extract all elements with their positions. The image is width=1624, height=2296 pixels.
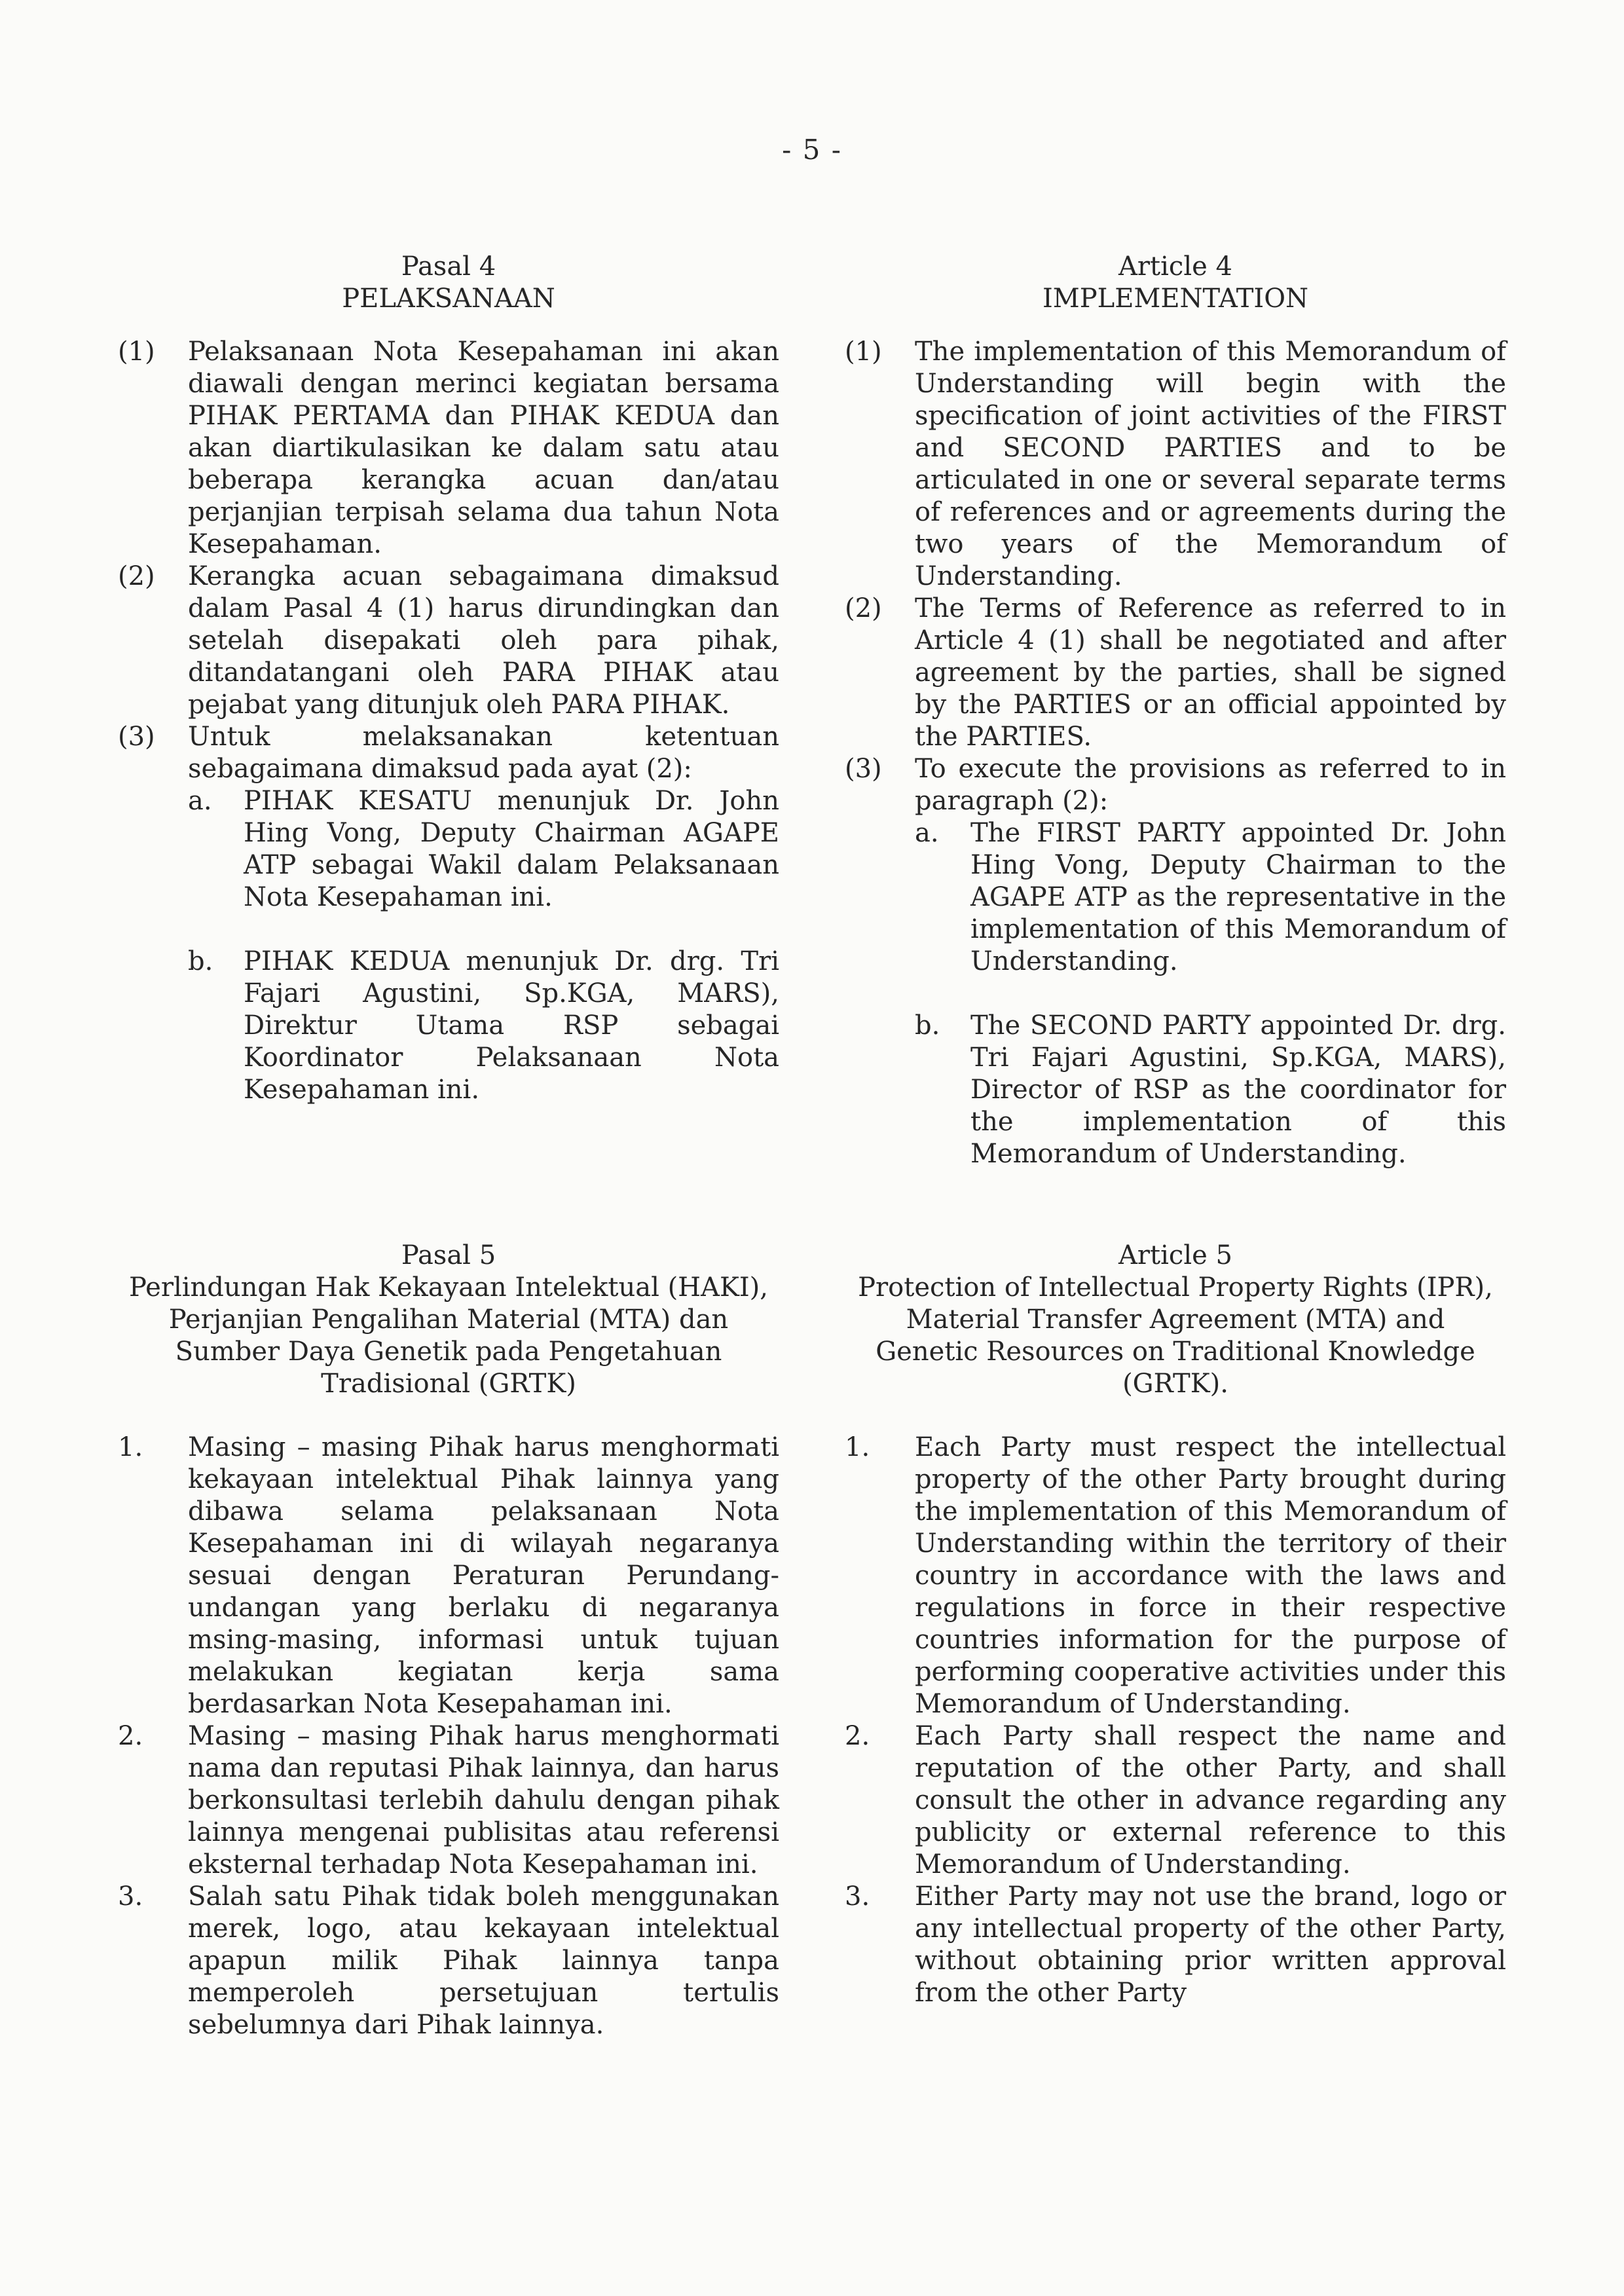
item-text: The implementation of this Memorandum of Understanding will begin with the specification of joint activities of the FIRST and SECOND PARTIES and to be articulated in one or several separate terms of references and or agreements during the two years of the Memorandum of Understanding.	[915, 337, 1506, 591]
item-number: 3.	[118, 1881, 143, 1912]
item-text: Pelaksanaan Nota Kesepahaman ini akan diawali dengan merinci kegiatan bersama PIHAK PERTAMA dan PIHAK KEDUA dan akan diartikulasikan ke dalam satu atau beberapa kerangka acuan dan/atau perjanjian terpisah selama dua tahun Nota Kesepahaman.	[188, 337, 779, 559]
sub-list-item	[915, 1010, 1506, 1170]
pasal-5-list	[118, 1432, 779, 2041]
pasal-4-section	[118, 251, 779, 1106]
item-number: 1.	[845, 1432, 870, 1462]
sub-list	[188, 785, 779, 1106]
item-text: Untuk melaksanakan ketentuan sebagaimana dimaksud pada ayat (2):	[188, 722, 779, 784]
item-text: The Terms of Reference as referred to in Article 4 (1) shall be negotiated and after agreement by the parties, shall be signed by the PARTIES or an official appointed by the PARTIES.	[915, 593, 1506, 752]
pasal-5-section	[118, 1240, 779, 2041]
list-item	[845, 1432, 1506, 1720]
sub-item-text: The FIRST PARTY appointed Dr. John Hing Vong, Deputy Chairman to the AGAPE ATP as the representative in the implementation of this Memorandum of Understanding.	[970, 818, 1506, 976]
item-number: 2.	[845, 1721, 870, 1751]
page-number: - 5 -	[782, 134, 842, 166]
article-5-heading	[845, 1240, 1506, 1400]
item-text: Salah satu Pihak tidak boleh menggunakan merek, logo, atau kekayaan intelektual apapun milik Pihak lainnya tanpa memperoleh persetujuan tertulis sebelumnya dari Pihak lainnya.	[188, 1881, 779, 2040]
article-4-title: Article 4	[1118, 251, 1232, 282]
item-number: 1.	[118, 1432, 143, 1462]
pasal-4-title: Pasal 4	[401, 251, 496, 282]
pasal-5-subtitle-line: Perjanjian Pengalihan Material (MTA) dan	[168, 1305, 729, 1335]
list-item	[118, 1881, 779, 2041]
list-item	[118, 561, 779, 721]
pasal-5-title: Pasal 5	[401, 1240, 496, 1270]
article-4-heading	[845, 251, 1506, 315]
pasal-4-subtitle: PELAKSANAAN	[342, 284, 555, 314]
item-text: Kerangka acuan sebagaimana dimaksud dalam Pasal 4 (1) harus dirundingkan dan setelah disepakati oleh para pihak, ditandatangani oleh PARA PIHAK atau pejabat yang ditunjuk oleh PARA PIHAK.	[188, 561, 779, 720]
sub-item-letter: a.	[188, 786, 212, 816]
sub-list-item	[188, 946, 779, 1106]
list-item	[845, 336, 1506, 593]
article-5-subtitle-line: Protection of Intellectual Property Rights (IPR),	[858, 1272, 1493, 1303]
item-number: (3)	[845, 754, 882, 784]
item-number: (1)	[118, 337, 155, 367]
item-number: (2)	[118, 561, 155, 591]
sub-item-text: The SECOND PARTY appointed Dr. drg. Tri Fajari Agustini, Sp.KGA, MARS), Director of RSP as the coordinator for the implementation of this Memorandum of Understanding.	[970, 1010, 1506, 1169]
list-item	[118, 1432, 779, 1720]
article-4-subtitle: IMPLEMENTATION	[1042, 284, 1309, 314]
list-item	[118, 1720, 779, 1881]
sub-list-item	[915, 817, 1506, 978]
pasal-4-heading	[118, 251, 779, 315]
article-5-title: Article 5	[1118, 1240, 1232, 1270]
pasal-5-subtitle-line: Sumber Daya Genetik pada Pengetahuan	[175, 1337, 722, 1367]
article-4-list	[845, 336, 1506, 1170]
article-5-subtitle-line: (GRTK).	[1122, 1369, 1228, 1399]
item-text: Masing – masing Pihak harus menghormati nama dan reputasi Pihak lainnya, dan harus berkonsultasi terlebih dahulu dengan pihak lainnya mengenai publisitas atau referensi eksternal terhadap Nota Kesepahaman ini.	[188, 1721, 779, 1879]
list-item	[845, 1881, 1506, 2009]
item-text: Masing – masing Pihak harus menghormati kekayaan intelektual Pihak lainnya yang dibawa selama pelaksanaan Nota Kesepahaman ini di wilayah negaranya sesuai dengan Peraturan Perundang-undangan yang berlaku di negaranya msing-masing, informasi untuk tujuan melakukan kegiatan kerja sama berdasarkan Nota Kesepahaman ini.	[188, 1432, 779, 1719]
list-item	[118, 336, 779, 561]
item-text: Each Party shall respect the name and reputation of the other Party, and shall consult the other in advance regarding any publicity or external reference to this Memorandum of Understanding.	[915, 1721, 1506, 1879]
list-item	[845, 1720, 1506, 1881]
article-5-section	[845, 1240, 1506, 2009]
article-5-subtitle-line: Material Transfer Agreement (MTA) and	[906, 1305, 1445, 1335]
item-number: (1)	[845, 337, 882, 367]
item-number: (3)	[118, 722, 155, 752]
item-number: (2)	[845, 593, 882, 623]
sub-list	[915, 817, 1506, 1170]
item-text: Either Party may not use the brand, logo or any intellectual property of the other Party, without obtaining prior written approval from the other Party	[915, 1881, 1506, 2008]
list-item	[845, 593, 1506, 753]
sub-list-item	[188, 785, 779, 914]
pasal-4-list	[118, 336, 779, 1106]
list-item	[845, 753, 1506, 1170]
item-number: 3.	[845, 1881, 870, 1912]
sub-item-text: PIHAK KESATU menunjuk Dr. John Hing Vong, Deputy Chairman AGAPE ATP sebagai Wakil dalam Pelaksanaan Nota Kesepahaman ini.	[244, 786, 779, 912]
list-item	[118, 721, 779, 1106]
item-number: 2.	[118, 1721, 143, 1751]
sub-item-letter: a.	[915, 818, 939, 848]
sub-item-text: PIHAK KEDUA menunjuk Dr. drg. Tri Fajari Agustini, Sp.KGA, MARS), Direktur Utama RSP sebagai Koordinator Pelaksanaan Nota Kesepahaman ini.	[244, 946, 779, 1105]
pasal-5-subtitle-line: Perlindungan Hak Kekayaan Intelektual (HAKI),	[129, 1272, 768, 1303]
sub-item-letter: b.	[188, 946, 213, 976]
sub-item-letter: b.	[915, 1010, 940, 1041]
item-text: Each Party must respect the intellectual property of the other Party brought during the implementation of this Memorandum of Understanding within the territory of their country in accordance with the laws and regulations in force in their respective countries information for the purpose of performing cooperative activities under this Memorandum of Understanding.	[915, 1432, 1506, 1719]
pasal-5-heading	[118, 1240, 779, 1400]
article-5-subtitle-line: Genetic Resources on Traditional Knowledge	[876, 1337, 1475, 1367]
article-5-list	[845, 1432, 1506, 2009]
item-text: To execute the provisions as referred to in paragraph (2):	[915, 754, 1506, 816]
article-4-section	[845, 251, 1506, 1170]
pasal-5-subtitle-line: Tradisional (GRTK)	[321, 1369, 576, 1399]
